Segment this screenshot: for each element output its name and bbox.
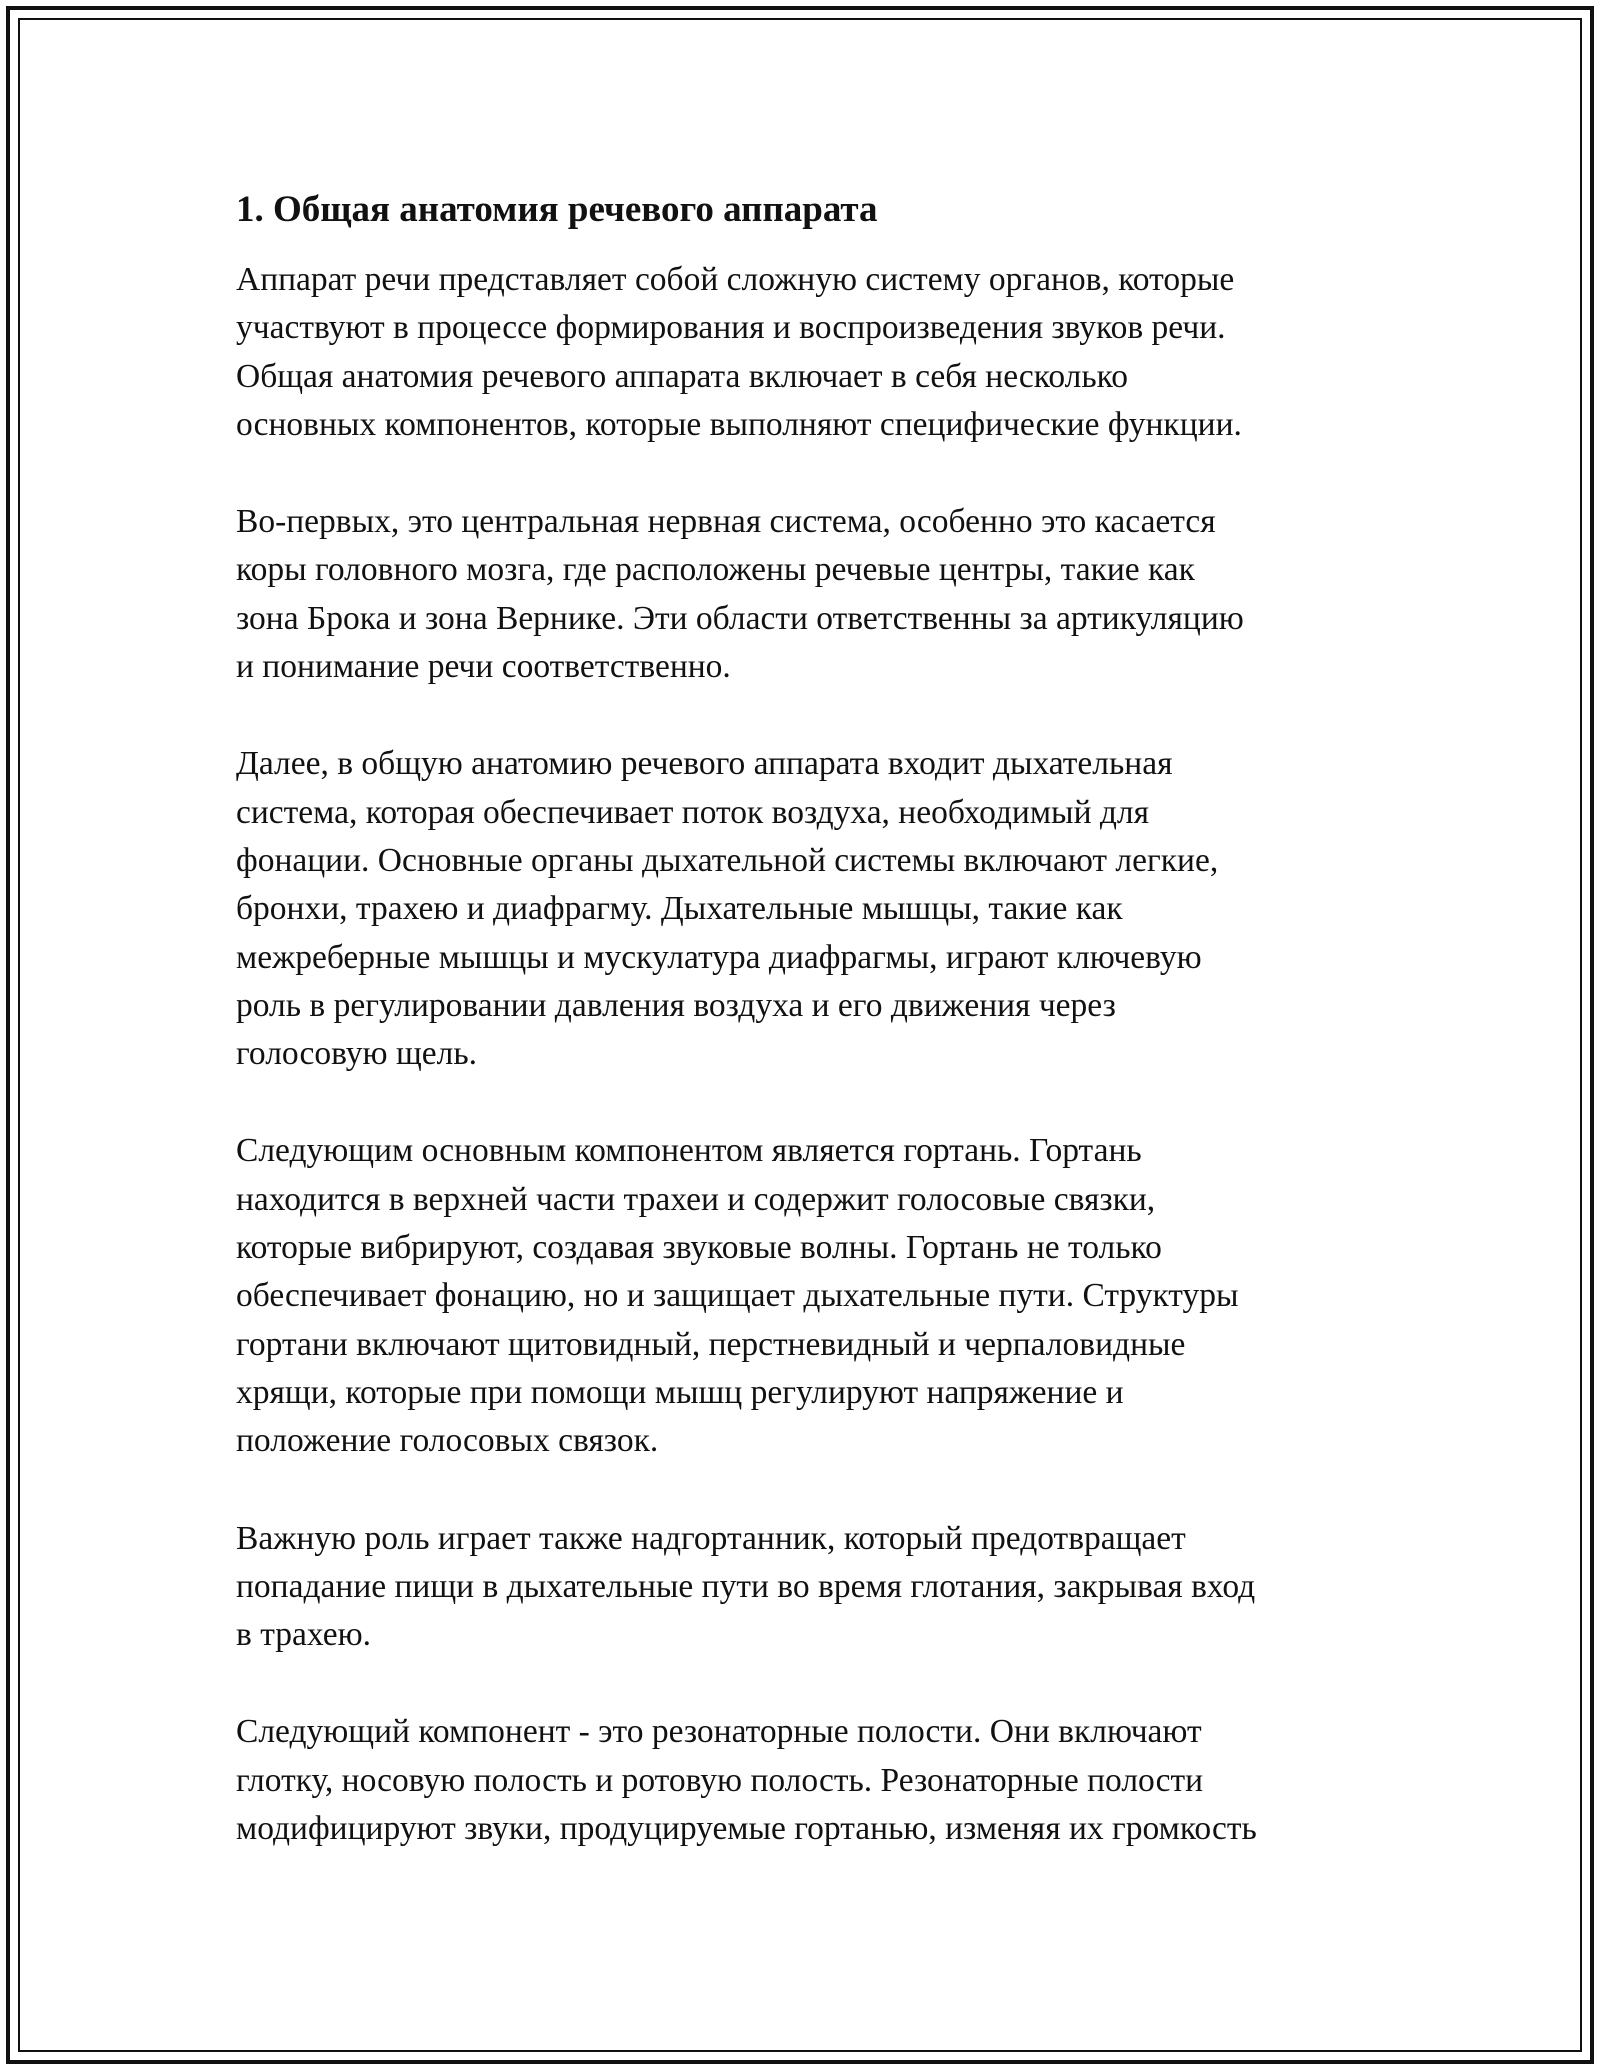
paragraph-epiglottis	[236, 1515, 1396, 1660]
text-line: роль в регулировании давления воздуха и его движения через	[236, 986, 1116, 1024]
text-line: обеспечивает фонацию, но и защищает дыхательные пути. Структуры	[236, 1277, 1239, 1315]
text-line: Далее, в общую анатомию речевого аппарата входит дыхательная	[236, 745, 1173, 783]
text-line: система, которая обеспечивает поток воздуха, необходимый для	[236, 793, 1150, 831]
text-line: Следующий компонент - это резонаторные полости. Они включают	[236, 1713, 1202, 1751]
text-line: коры головного мозга, где расположены речевые центры, такие как	[236, 551, 1195, 589]
text-line: Важную роль играет также надгортанник, который предотвращает	[236, 1519, 1186, 1557]
text-line: Общая анатомия речевого аппарата включает в себя несколько	[236, 357, 1128, 395]
paragraph-larynx	[236, 1127, 1396, 1465]
text-line: положение голосовых связок.	[236, 1422, 659, 1460]
text-line: зона Брока и зона Вернике. Эти области ответственны за артикуляцию	[236, 599, 1244, 637]
text-line: фонации. Основные органы дыхательной системы включают легкие,	[236, 841, 1219, 879]
text-line: основных компонентов, которые выполняют специфические функции.	[236, 405, 1242, 443]
text-line: хрящи, которые при помощи мышц регулируют напряжение и	[236, 1373, 1124, 1411]
text-line: гортани включают щитовидный, перстневидный и черпаловидные	[236, 1325, 1186, 1363]
text-line: находится в верхней части трахеи и содержит голосовые связки,	[236, 1180, 1156, 1218]
paragraph-resonator-cavities	[236, 1708, 1396, 1853]
text-line: в трахею.	[236, 1616, 372, 1654]
text-line: Во-первых, это центральная нервная система, особенно это касается	[236, 503, 1216, 541]
text-line: участвуют в процессе формирования и воспроизведения звуков речи.	[236, 309, 1226, 347]
text-line: которые вибрируют, создавая звуковые волны. Гортань не только	[236, 1229, 1162, 1267]
paragraph-nervous-system	[236, 498, 1396, 691]
document-body	[236, 186, 1396, 1902]
text-line: попадание пищи в дыхательные пути во время глотания, закрывая вход	[236, 1567, 1256, 1605]
text-line: голосовую щель.	[236, 1035, 477, 1073]
text-line: бронхи, трахею и диафрагму. Дыхательные мышцы, такие как	[236, 890, 1123, 928]
paragraph-intro	[236, 256, 1396, 449]
paragraph-respiratory-system	[236, 740, 1396, 1078]
text-line: межреберные мышцы и мускулатура диафрагмы, играют ключевую	[236, 938, 1202, 976]
text-line: Следующим основным компонентом является гортань. Гортань	[236, 1132, 1142, 1170]
text-line: Аппарат речи представляет собой сложную систему органов, которые	[236, 261, 1235, 298]
section-heading: 1. Общая анатомия речевого аппарата	[236, 189, 878, 230]
text-line: модифицируют звуки, продуцируемые гортанью, изменяя их громкость	[236, 1810, 1257, 1848]
text-line: и понимание речи соответственно.	[236, 648, 731, 686]
text-line: глотку, носовую полость и ротовую полость. Резонаторные полости	[236, 1761, 1204, 1799]
